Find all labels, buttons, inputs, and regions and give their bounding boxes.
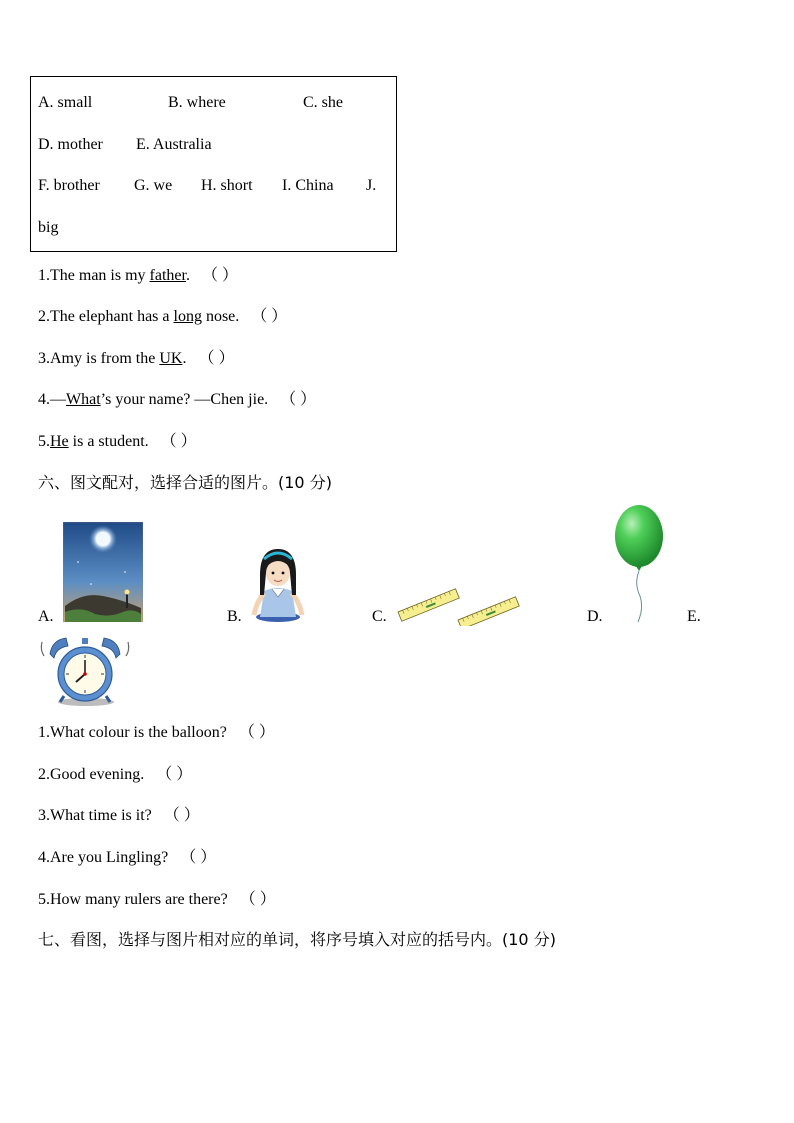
answer-blank[interactable]: （ ）	[160, 433, 197, 450]
question-text: ’s your name? —Chen jie.	[100, 391, 269, 408]
question-text: The elephant has a	[50, 308, 174, 325]
question-text: 2.Good evening.	[38, 766, 145, 783]
night-moon-scene-image	[63, 522, 143, 622]
girl-image	[250, 545, 305, 623]
word-option: H. short	[201, 177, 253, 194]
question-text: 1.What colour is the balloon?	[38, 724, 227, 741]
question-text: .	[182, 350, 187, 367]
option-label: A.	[38, 608, 54, 625]
word-option: D. mother	[38, 136, 103, 153]
underlined-word: He	[50, 433, 69, 450]
word-bank-box	[30, 76, 397, 252]
question-text: —	[50, 391, 66, 408]
section-heading: 七、看图，选择与图片相对应的单词，将序号填入对应的括号内。(10 分)	[38, 930, 556, 949]
question-number: 4.	[38, 391, 50, 408]
answer-blank[interactable]: （ ）	[163, 807, 200, 824]
answer-blank[interactable]: （ ）	[239, 891, 276, 908]
word-option: G. we	[134, 177, 173, 194]
option-label: E.	[687, 608, 701, 625]
answer-blank[interactable]: （ ）	[280, 391, 317, 408]
word-option: B. where	[168, 94, 226, 111]
underlined-word: long	[173, 308, 202, 325]
word-option: F. brother	[38, 177, 100, 194]
answer-blank[interactable]: （ ）	[251, 308, 288, 325]
question-text: .	[185, 267, 190, 284]
question-text: is a student.	[68, 433, 149, 450]
question-row	[38, 390, 316, 410]
word-option: J.	[366, 177, 377, 194]
question-row	[38, 307, 287, 327]
question-text: 4.Are you Lingling?	[38, 849, 169, 866]
question-row	[38, 723, 275, 743]
question-row	[38, 266, 238, 286]
question-row	[38, 806, 200, 826]
question-number: 1.	[38, 267, 50, 284]
question-text: nose.	[201, 308, 240, 325]
word-option: big	[38, 219, 59, 236]
answer-blank[interactable]: （ ）	[156, 766, 193, 783]
option-label: C.	[372, 608, 387, 625]
question-number: 2.	[38, 308, 50, 325]
question-row	[38, 848, 216, 868]
question-text: 5.How many rulers are there?	[38, 891, 228, 908]
word-option: I. China	[282, 177, 334, 194]
word-option: C. she	[303, 94, 343, 111]
underlined-word: What	[66, 391, 101, 408]
option-label: B.	[227, 608, 242, 625]
word-option: E. Australia	[136, 136, 212, 153]
question-number: 5.	[38, 433, 50, 450]
answer-blank[interactable]: （ ）	[201, 267, 238, 284]
option-label: D.	[587, 608, 603, 625]
question-row	[38, 432, 197, 452]
alarm-clock-image	[38, 636, 132, 708]
question-text: Amy is from the	[50, 350, 160, 367]
answer-blank[interactable]: （ ）	[180, 849, 217, 866]
answer-blank[interactable]: （ ）	[198, 350, 235, 367]
green-balloon-image	[610, 504, 668, 624]
question-row	[38, 890, 276, 910]
section-heading: 六、图文配对，选择合适的图片。(10 分)	[38, 473, 332, 492]
question-number: 3.	[38, 350, 50, 367]
two-rulers-image	[396, 586, 520, 626]
answer-blank[interactable]: （ ）	[238, 724, 275, 741]
underlined-word: UK	[159, 350, 183, 367]
question-text: 3.What time is it?	[38, 807, 152, 824]
question-row	[38, 765, 192, 785]
word-option: A. small	[38, 94, 93, 111]
question-row	[38, 349, 234, 369]
question-text: The man is my	[50, 267, 150, 284]
underlined-word: father	[149, 267, 186, 284]
